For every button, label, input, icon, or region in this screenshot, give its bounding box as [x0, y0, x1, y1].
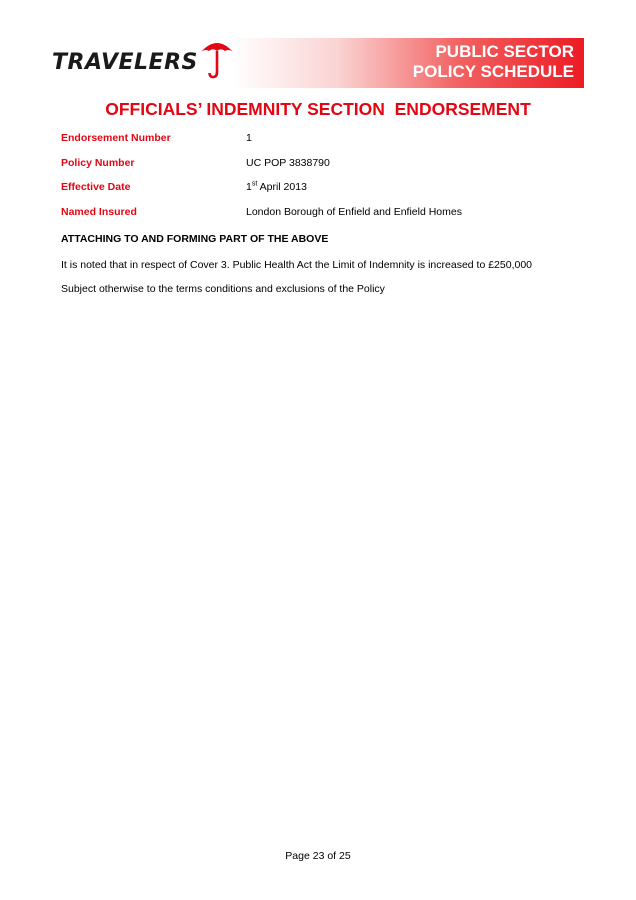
subject-to-terms-paragraph: Subject otherwise to the terms conditions and exclusions of the Policy: [61, 283, 385, 295]
umbrella-icon: [198, 36, 236, 80]
named-insured-label: Named Insured: [61, 206, 137, 218]
endorsement-number-label: Endorsement Number: [61, 132, 171, 144]
page-number: Page 23 of 25: [285, 850, 351, 862]
indemnity-limit-paragraph: It is noted that in respect of Cover 3. Public Health Act the Limit of Indemnity is increased to £250,000: [61, 259, 533, 271]
banner-line-1: PUBLIC SECTOR: [435, 42, 574, 61]
travelers-logo: [52, 36, 232, 82]
endorsement-number-value: 1: [246, 132, 252, 144]
effective-date-suffix: st: [251, 180, 258, 188]
banner-text: [413, 42, 574, 82]
policy-schedule-banner: [232, 38, 584, 88]
effective-date-day: 1: [246, 181, 252, 193]
banner-line-2: POLICY SCHEDULE: [412, 62, 574, 81]
page-title: OFFICIALS’ INDEMNITY SECTION ENDORSEMENT: [105, 99, 531, 119]
policy-number-value: UC POP 3838790: [246, 157, 330, 169]
effective-date-value: [246, 181, 307, 193]
named-insured-value: London Borough of Enfield and Enfield Homes: [246, 206, 462, 218]
attaching-heading: ATTACHING TO AND FORMING PART OF THE ABOVE: [61, 233, 329, 245]
effective-date-rest: April 2013: [257, 181, 307, 193]
policy-number-label: Policy Number: [61, 157, 135, 169]
effective-date-label: Effective Date: [61, 181, 131, 193]
logo-wordmark: TRAVELERS: [52, 50, 198, 75]
